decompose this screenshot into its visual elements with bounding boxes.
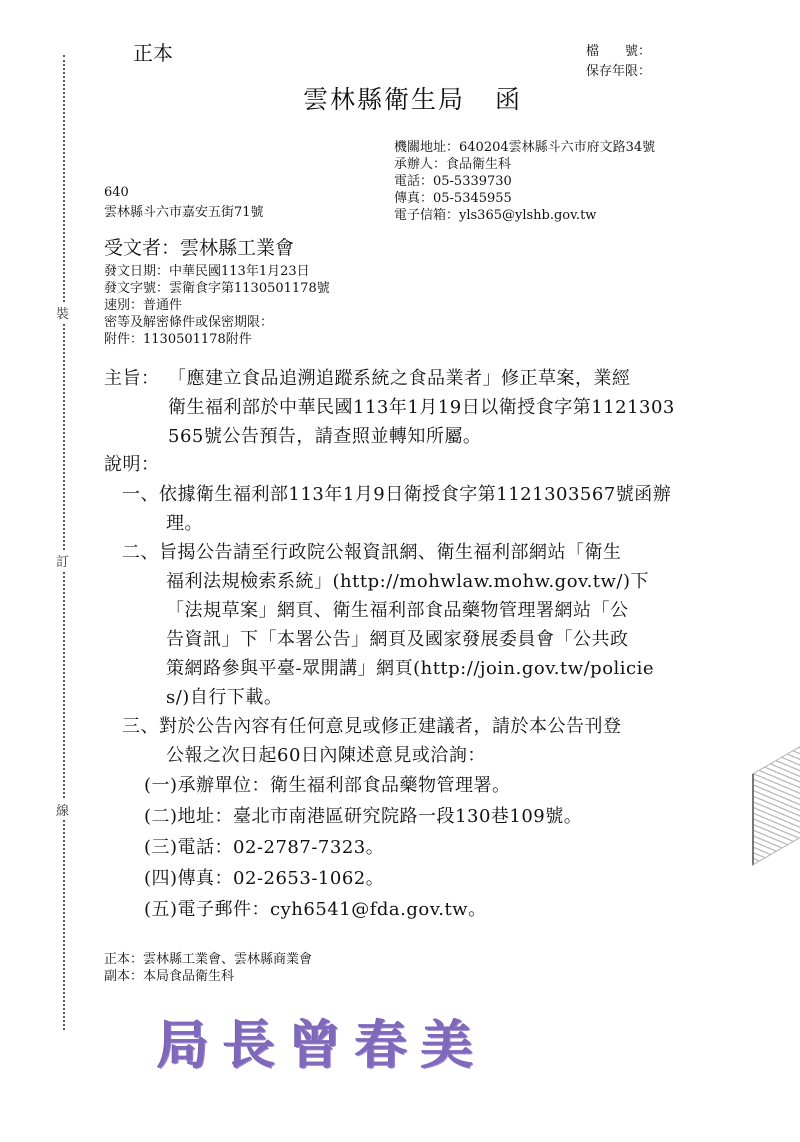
item-line: 策網路參與平臺-眾開講」網頁(http://join.gov.tw/policie xyxy=(166,658,655,679)
sender-email: 電子信箱：yls365@ylshb.gov.tw xyxy=(394,208,597,223)
item-line: 「法規草案」網頁、衛生福利部食品藥物管理署網站「公 xyxy=(166,600,629,621)
sub-item-email: (五)電子郵件：cyh6541@fda.gov.tw。 xyxy=(144,899,487,920)
binding-mark-zhuang: 裝 xyxy=(56,303,69,322)
recipient-address: 雲林縣斗六市嘉安五街71號 xyxy=(104,205,264,220)
sender-phone: 電話：05-5339730 xyxy=(394,174,512,189)
agency-name: 雲林縣衛生局 xyxy=(303,85,466,114)
item-line: 一、依據衛生福利部113年1月9日衛授食字第1121303567號函辦 xyxy=(122,484,672,505)
explanation-item-3 xyxy=(122,712,622,770)
explanation-item-1 xyxy=(122,480,671,538)
speed: 速別：普通件 xyxy=(104,298,183,313)
binding-mark-ding: 訂 xyxy=(56,551,69,570)
item-line: 二、旨揭公告請至行政院公報資訊網、衛生福利部網站「衛生 xyxy=(122,542,622,563)
doc-meta xyxy=(104,263,330,348)
contact-sub-items xyxy=(144,770,582,925)
sender-fax: 傳真：05-5345955 xyxy=(394,191,512,206)
doc-type: 函 xyxy=(495,85,523,114)
issue-number: 發文字號：雲衛食字第1130501178號 xyxy=(104,281,330,296)
explanation-label: 說明： xyxy=(104,454,160,475)
sender-info xyxy=(394,139,655,224)
doc-title xyxy=(303,80,522,116)
binding-line xyxy=(63,55,65,1030)
subject-line: 「應建立食品追溯追蹤系統之食品業者」修正草案，業經 xyxy=(168,368,631,389)
subject-line: 565號公告預告，請查照並轉知所屬。 xyxy=(168,426,482,447)
distribution xyxy=(104,951,312,985)
sub-item-phone: (三)電話：02-2787-7323。 xyxy=(144,837,385,858)
item-line: 公報之次日起60日內陳述意見或洽詢： xyxy=(166,745,486,766)
copy-mark: 正本 xyxy=(133,41,173,65)
item-line: 理。 xyxy=(166,513,203,534)
subject-body xyxy=(168,364,675,451)
director-signature-stamp: 局長曾春美 xyxy=(157,1015,488,1076)
sub-item-address: (二)地址：臺北市南港區研究院路一段130巷109號。 xyxy=(144,806,583,827)
explanation-item-2 xyxy=(122,538,654,712)
sub-item-unit: (一)承辦單位：衛生福利部食品藥物管理署。 xyxy=(144,775,511,796)
file-number-label: 檔 號： xyxy=(586,44,652,59)
subject-label: 主旨： xyxy=(104,368,160,389)
distribution-copy: 副本：本局食品衛生科 xyxy=(104,969,235,984)
item-line: 告資訊」下「本署公告」網頁及國家發展委員會「公共政 xyxy=(166,629,629,650)
page-seal-fragment xyxy=(752,746,800,866)
retention-label: 保存年限： xyxy=(586,64,652,79)
item-line: 福利法規檢索系統」(http://mohwlaw.mohw.gov.tw/)下 xyxy=(166,571,650,592)
secrecy: 密等及解密條件或保密期限： xyxy=(104,315,274,330)
recipient: 受文者：雲林縣工業會 xyxy=(104,237,295,259)
issue-date: 發文日期：中華民國113年1月23日 xyxy=(104,264,310,279)
attachment: 附件：1130501178附件 xyxy=(104,332,252,347)
binding-mark-xian: 線 xyxy=(56,800,69,819)
recipient-zip: 640 xyxy=(104,185,129,200)
distribution-original: 正本：雲林縣工業會、雲林縣商業會 xyxy=(104,952,313,967)
subject-line: 衛生福利部於中華民國113年1月19日以衛授食字第1121303 xyxy=(168,397,675,418)
sub-item-fax: (四)傳真：02-2653-1062。 xyxy=(144,868,385,889)
sender-handler: 承辦人：食品衛生科 xyxy=(394,157,512,172)
sender-address: 機關地址：640204雲林縣斗六市府文路34號 xyxy=(394,140,656,155)
item-line: s/)自行下載。 xyxy=(166,687,283,708)
item-line: 三、對於公告內容有任何意見或修正建議者，請於本公告刊登 xyxy=(122,716,622,737)
